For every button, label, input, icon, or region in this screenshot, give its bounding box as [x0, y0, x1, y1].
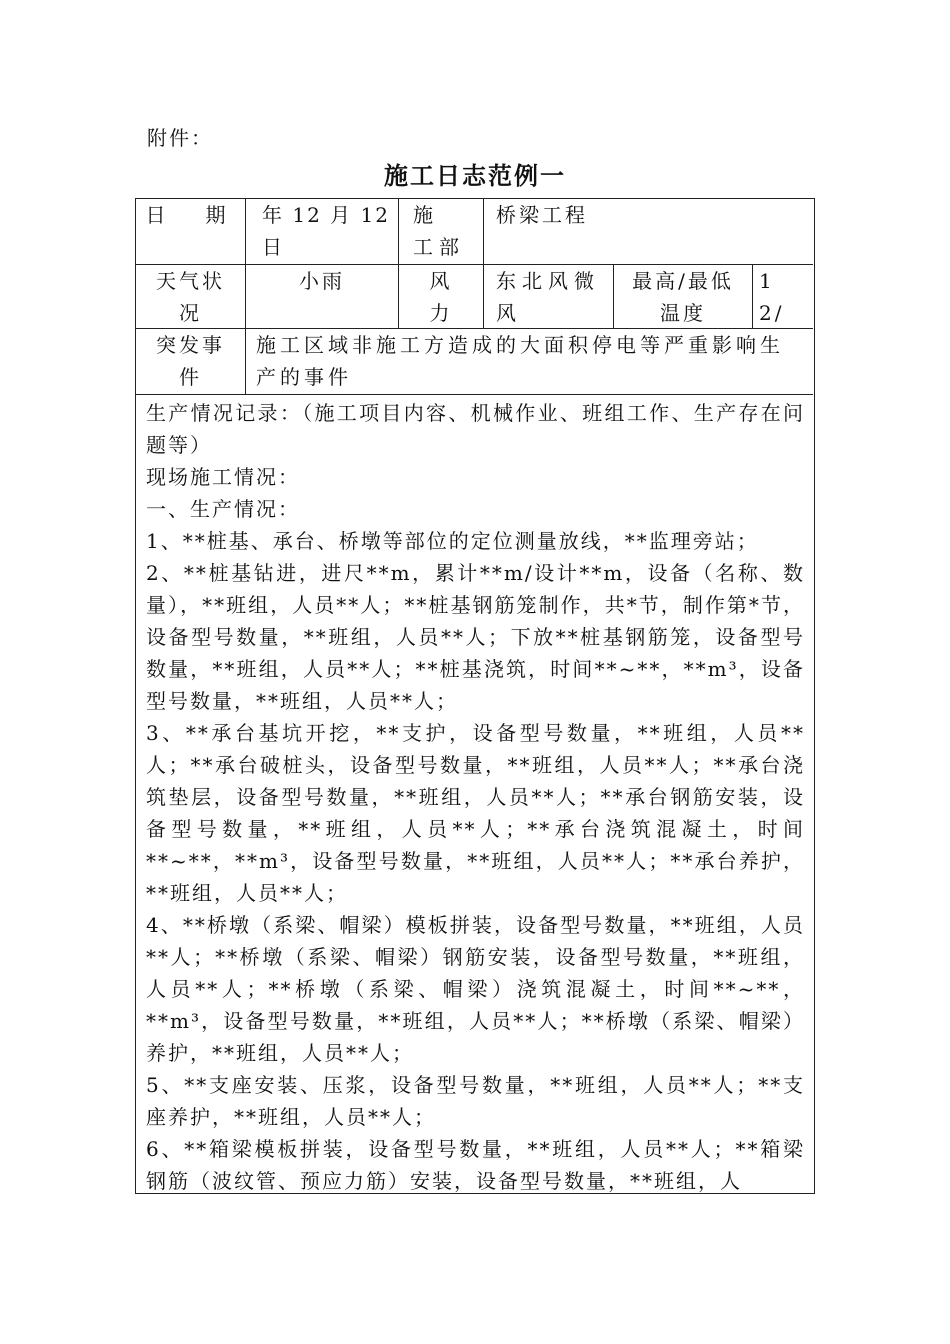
wind-label: 风 力: [399, 265, 484, 328]
table-row-incident: [136, 329, 813, 395]
temperature-label: 最高/最低温度: [614, 265, 753, 328]
log-item: 5、**支座安装、压浆，设备型号数量，**班组，人员**人；**支座养护，**班组，人员**人；: [146, 1073, 805, 1129]
temperature-value: 12/: [759, 269, 785, 325]
log-item: 4、**桥墩（系梁、帽梁）模板拼装，设备型号数量，**班组，人员**人；**桥墩（系梁、帽梁）钢筋安装，设备型号数量，**班组，人员**人；**桥墩（系梁、帽梁）浇筑混凝土，时间**~**，**m³，设备型号数量，**班组，人员**人；**桥墩（系梁、帽梁）养护，**班组，人员**人；: [146, 913, 805, 1065]
weather-label: 天气状况: [136, 265, 246, 328]
log-item: 2、**桩基钻进，进尺**m，累计**m/设计**m，设备（名称、数量），**班组，人员**人；**桩基钢筋笼制作，共*节，制作第*节，设备型号数量，**班组，人员**人；下放**桩基钢筋笼，设备型号数量，**班组，人员**人；**桩基浇筑，时间**~**，**m³，设备型号数量，**班组，人员**人；: [146, 561, 805, 713]
department-value: 桥梁工程: [496, 203, 588, 227]
document-title: 施工日志范例一: [384, 161, 566, 190]
production-log-body: [136, 395, 813, 1197]
department-label: 施 工部: [399, 199, 484, 264]
table-row-date: [136, 199, 813, 265]
wind-value: 东北风微风: [484, 265, 614, 328]
attachment-label: 附件：: [147, 126, 213, 150]
log-item: 6、**箱梁模板拼装，设备型号数量，**班组，人员**人；**箱梁钢筋（波纹管、预应力筋）安装，设备型号数量，**班组，人: [146, 1137, 805, 1193]
incident-label: 突发事件: [136, 329, 246, 394]
date-value: 年 12 月 12 日: [246, 199, 399, 264]
weather-value: 小雨: [246, 265, 399, 328]
log-item: 1、**桩基、承台、桥墩等部位的定位测量放线，**监理旁站；: [146, 529, 759, 553]
table-row-weather: [136, 265, 813, 329]
incident-value: 施工区域非施工方造成的大面积停电等严重影响生产的事件: [256, 333, 784, 389]
date-label: 日 期: [136, 199, 246, 264]
construction-log-table: [135, 198, 815, 1194]
site-heading: 现场施工情况：: [146, 465, 300, 489]
section-heading: 一、生产情况：: [146, 497, 300, 521]
log-item: 3、**承台基坑开挖，**支护，设备型号数量，**班组，人员**人；**承台破桩头，设备型号数量，**班组，人员**人；**承台浇筑垫层，设备型号数量，**班组，人员**人；**承台钢筋安装，设备型号数量，**班组，人员**人；**承台浇筑混凝土，时间**~**，**m³，设备型号数量，**班组，人员**人；**承台养护，**班组，人员**人；: [146, 721, 805, 905]
log-heading: 生产情况记录：（施工项目内容、机械作业、班组工作、生产存在问题等）: [146, 401, 805, 457]
